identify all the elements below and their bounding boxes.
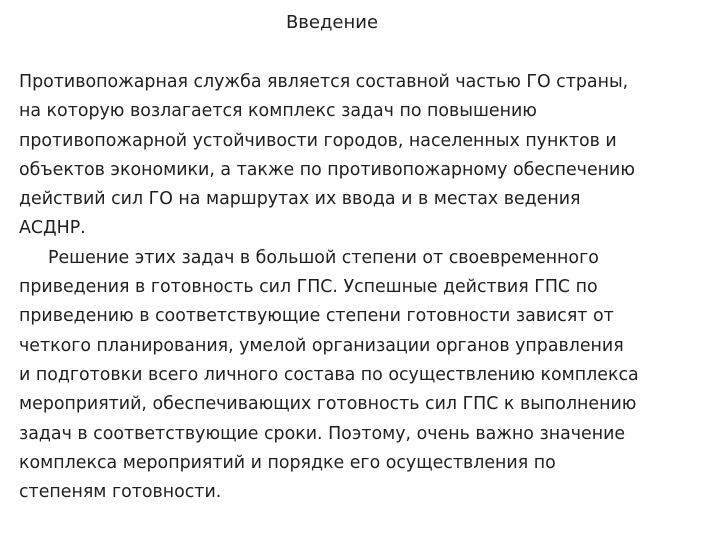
text-line: Решение этих задач в большой степени от своевременного — [48, 247, 599, 268]
slide-title: Введение — [285, 12, 379, 33]
text-line: Противопожарная служба является составной частью ГО страны, — [19, 72, 629, 92]
text-line: комплекса мероприятий и порядке его осуществления по — [19, 452, 556, 473]
text-line: на которую возлагается комплекс задач по повышению — [19, 101, 537, 122]
slide-body-text — [19, 68, 709, 507]
paragraph-1 — [19, 68, 709, 244]
text-line: степеням готовности. — [19, 482, 222, 503]
text-line: приведению в соответствующие степени готовности зависят от — [19, 306, 614, 327]
text-line: АСДНР. — [19, 218, 86, 239]
text-line: действий сил ГО на маршрутах их ввода и в местах ведения — [19, 189, 581, 210]
text-line: мероприятий, обеспечивающих готовность сил ГПС к выполнению — [19, 394, 637, 415]
text-line: задач в соответствующие сроки. Поэтому, очень важно значение — [19, 423, 626, 444]
text-line: объектов экономики, а также по противопожарному обеспечению — [19, 159, 635, 180]
text-line: четкого планирования, умелой организации органов управления — [19, 335, 624, 356]
text-line: противопожарной устойчивости городов, населенных пунктов и — [19, 130, 617, 151]
text-line: приведения в готовность сил ГПС. Успешные действия ГПС по — [19, 277, 598, 298]
text-line: и подготовки всего личного состава по осуществлению комплекса — [19, 364, 639, 385]
paragraph-2 — [19, 244, 709, 508]
